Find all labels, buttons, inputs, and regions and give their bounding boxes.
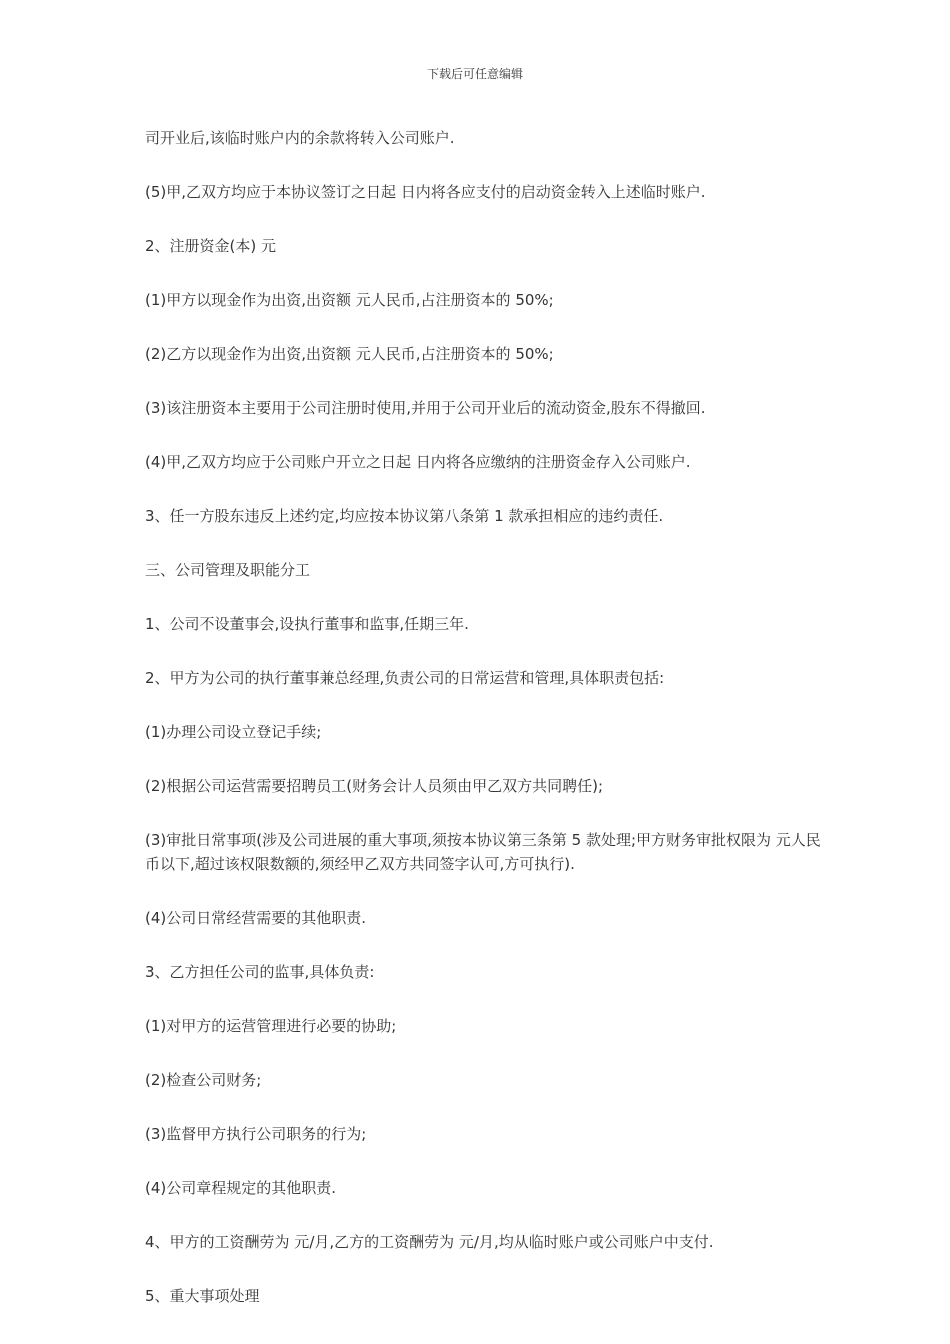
document-body bbox=[145, 126, 825, 1338]
paragraph: (4)甲,乙双方均应于公司账户开立之日起 日内将各应缴纳的注册资金存入公司账户. bbox=[145, 453, 691, 471]
section-heading: 5、重大事项处理 bbox=[145, 1287, 260, 1305]
paragraph: 1、公司不设董事会,设执行董事和监事,任期三年. bbox=[145, 615, 469, 633]
paragraph: (3)该注册资本主要用于公司注册时使用,并用于公司开业后的流动资金,股东不得撤回. bbox=[145, 399, 706, 417]
page-header-note: 下载后可任意编辑 bbox=[426, 67, 523, 81]
paragraph: (1)甲方以现金作为出资,出资额 元人民币,占注册资本的 50%; bbox=[145, 291, 554, 309]
paragraph: (3)监督甲方执行公司职务的行为; bbox=[145, 1125, 367, 1143]
paragraph: (4)公司日常经营需要的其他职责. bbox=[145, 909, 367, 927]
paragraph: 司开业后,该临时账户内的余款将转入公司账户. bbox=[145, 129, 455, 147]
paragraph: (2)检查公司财务; bbox=[145, 1071, 262, 1089]
section-heading: 三、公司管理及职能分工 bbox=[145, 561, 311, 579]
paragraph: (5)甲,乙双方均应于本协议签订之日起 日内将各应支付的启动资金转入上述临时账户. bbox=[145, 183, 706, 201]
section-heading: 2、注册资金(本) 元 bbox=[145, 237, 277, 255]
paragraph: 2、甲方为公司的执行董事兼总经理,负责公司的日常运营和管理,具体职责包括: bbox=[145, 669, 665, 687]
paragraph: (4)公司章程规定的其他职责. bbox=[145, 1179, 337, 1197]
paragraph: 3、任一方股东违反上述约定,均应按本协议第八条第 1 款承担相应的违约责任. bbox=[145, 507, 664, 525]
paragraph: (1)办理公司设立登记手续; bbox=[145, 723, 322, 741]
paragraph: (3)审批日常事项(涉及公司进展的重大事项,须按本协议第三条第 5 款处理;甲方财务审批权限为 元人民币以下,超过该权限数额的,须经甲乙双方共同签字认可,方可执行). bbox=[145, 831, 821, 873]
paragraph: (2)乙方以现金作为出资,出资额 元人民币,占注册资本的 50%; bbox=[145, 345, 554, 363]
paragraph: (1)对甲方的运营管理进行必要的协助; bbox=[145, 1017, 397, 1035]
paragraph: (2)根据公司运营需要招聘员工(财务会计人员须由甲乙双方共同聘任); bbox=[145, 777, 604, 795]
paragraph: 3、乙方担任公司的监事,具体负责: bbox=[145, 963, 375, 981]
paragraph: 4、甲方的工资酬劳为 元/月,乙方的工资酬劳为 元/月,均从临时账户或公司账户中支付. bbox=[145, 1233, 714, 1251]
